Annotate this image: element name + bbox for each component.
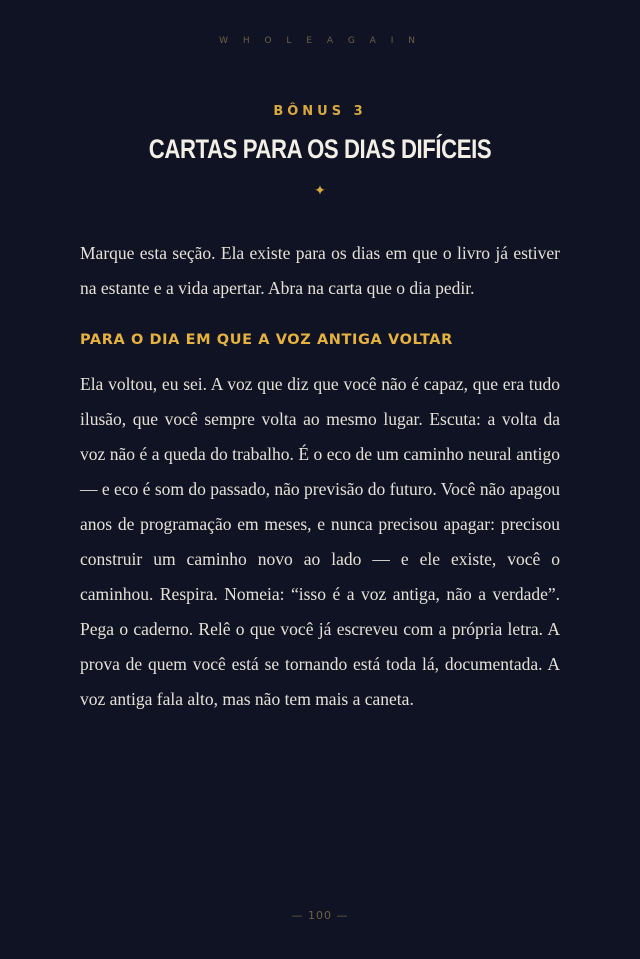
brand-header: W H O L E A G A I N <box>219 36 421 46</box>
intro-paragraph: Marque esta seção. Ela existe para os dias em que o livro já estiver na estante e a vida apertar. Abra na carta que o dia pedir. <box>80 243 560 298</box>
letter-paragraph: Ela voltou, eu sei. A voz que diz que você não é capaz, que era tudo ilusão, que você sempre volta ao mesmo lugar. Escuta: a volta da voz não é a queda do trabalho. É o eco de um caminho neural antigo — e eco é som do passado, não previsão do futuro. Você não apagou anos de programação em meses, e nunca precisou apagar: precisou construir um caminho novo ao lado — e ele existe, você o caminhou. Respira. Nomeia: “isso é a voz antiga, não a verdade”. Pega o caderno. Relê o que você já escreveu com a própria letra. A prova de quem você está se tornando está toda lá, documentada. A voz antiga fala alto, mas não tem mais a caneta. <box>80 374 560 709</box>
page-number: — 100 — <box>291 909 349 922</box>
star-ornament-icon: ✦ <box>314 183 326 199</box>
bonus-kicker: BÔNUS 3 <box>273 104 367 119</box>
section-heading: PARA O DIA EM QUE A VOZ ANTIGA VOLTAR <box>80 332 453 348</box>
chapter-title: CARTAS PARA OS DIAS DIFÍCEIS <box>148 134 492 164</box>
